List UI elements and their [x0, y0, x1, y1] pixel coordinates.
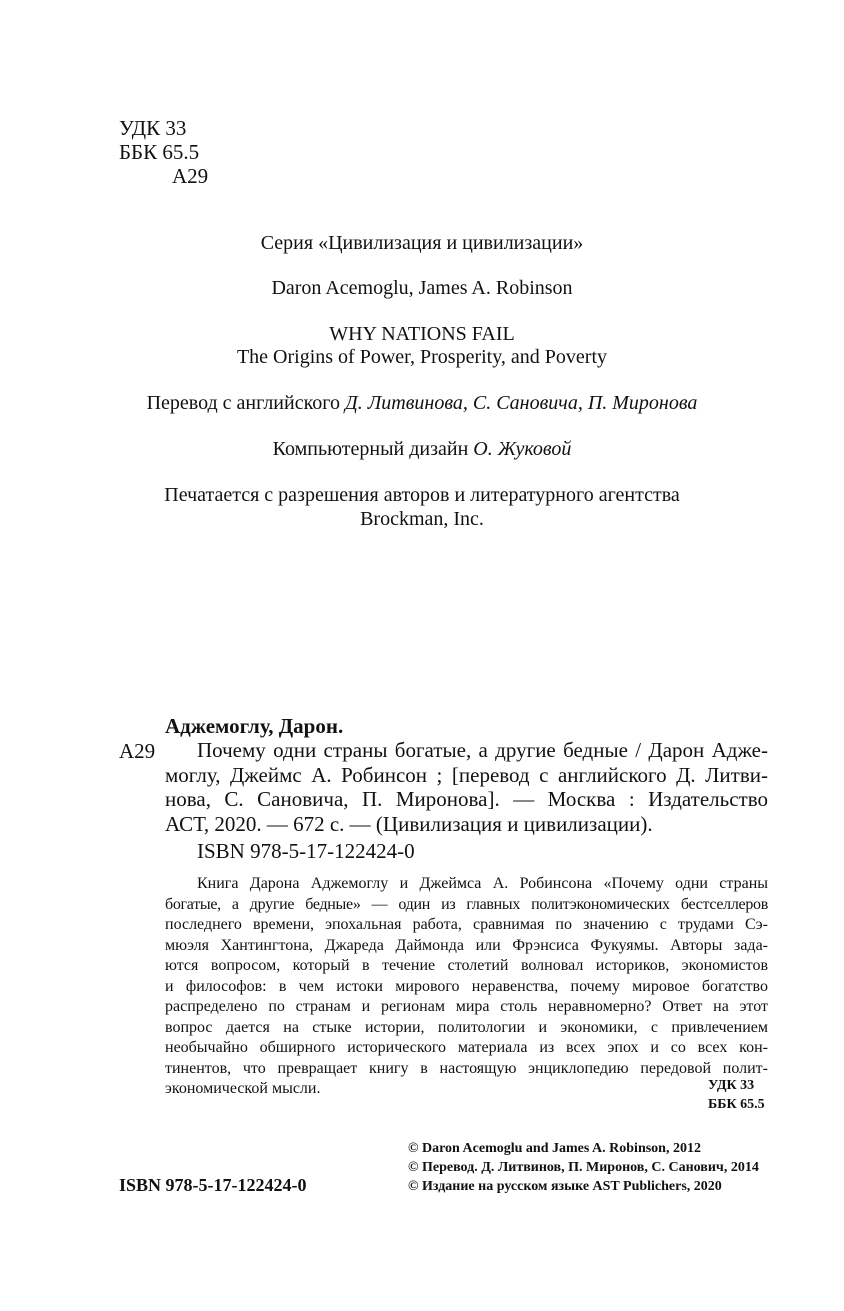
catalog-mark: А29 [119, 739, 156, 763]
designer: О. Жуковой [473, 438, 572, 460]
copyright-line: © Перевод. Д. Литвинов, П. Миронов, С. Санович, 2014 [408, 1160, 759, 1175]
catalog-isbn: ISBN 978-5-17-122424-0 [197, 839, 415, 863]
original-authors: Daron Acemoglu, James A. Robinson [271, 277, 573, 299]
annotation-line: и философов: в чем истоки мирового неравенства, почему мировое богатство [165, 977, 768, 995]
annotation-line: мюэля Хантингтона, Джареда Даймонда или Фрэнсиса Фукуямы. Авторы зада- [165, 936, 768, 954]
udk-code: УДК 33 [119, 116, 187, 140]
annotation-line: богатые, а другие бедные» — один из главных политэкономических бестселлеров [165, 895, 768, 913]
annotation-line: Книга Дарона Аджемоглу и Джеймса А. Робинсона «Почему одни страны [197, 875, 768, 892]
translation-prefix: Перевод с английского [146, 392, 340, 414]
series-line: Серия «Цивилизация и цивилизации» [260, 232, 584, 254]
annotation-line: экономической мысли. [165, 1080, 321, 1097]
original-subtitle: The Origins of Power, Prosperity, and Poverty [236, 346, 608, 368]
bottom-udk: УДК 33 [708, 1078, 755, 1093]
design-prefix: Компьютерный дизайн [272, 438, 469, 460]
catalog-entry-line: Почему одни страны богатые, а другие бедные / Дарон Адже- [197, 738, 768, 762]
translation-credit [0, 391, 844, 415]
author-mark: А29 [172, 164, 209, 188]
annotation-line: последнего времени, эпохальная работа, сравнимая по значению с трудами Сэ- [165, 916, 768, 933]
permission-line-2: Brockman, Inc. [360, 508, 484, 530]
translators: Д. Литвинова, С. Сановича, П. Миронова [345, 392, 698, 414]
annotation-line: вопрос дается на стыке истории, политологии и экономики, с привлечением [165, 1018, 768, 1036]
copyright-line: © Издание на русском языке AST Publichers, 2020 [408, 1179, 722, 1194]
catalog-entry-line: моглу, Джеймс А. Робинсон ; [перевод с английского Д. Литви- [165, 762, 768, 787]
original-title: WHY NATIONS FAIL [329, 323, 515, 345]
copyright-line: © Daron Acemoglu and James A. Robinson, 2012 [408, 1141, 701, 1156]
annotation [165, 874, 768, 1100]
design-credit [0, 437, 844, 461]
footer-isbn: ISBN 978-5-17-122424-0 [119, 1175, 307, 1195]
catalog-author-heading: Аджемоглу, Дарон. [165, 714, 344, 738]
catalog-entry-line: нова, С. Сановича, П. Миронова]. — Москва : Издательство [165, 787, 768, 811]
catalog-entry [165, 738, 768, 836]
annotation-line: необычайно обширного исторического материала из всех эпох и со всех кон- [165, 1039, 768, 1056]
annotation-line: распределено по странам и регионам мира столь неравномерно? Ответ на этот [165, 998, 768, 1015]
annotation-line: тинентов, что превращает книгу в настоящую энциклопедию передовой полит- [165, 1059, 768, 1077]
permission-line-1: Печатается с разрешения авторов и литературного агентства [164, 484, 680, 506]
catalog-entry-line: АСТ, 2020. — 672 с. — (Цивилизация и цивилизации). [165, 811, 653, 836]
annotation-line: ются вопросом, который в течение столетий волновал историков, экономистов [165, 957, 768, 974]
bottom-bbk: ББК 65.5 [708, 1097, 765, 1112]
bbk-code: ББК 65.5 [119, 140, 200, 164]
